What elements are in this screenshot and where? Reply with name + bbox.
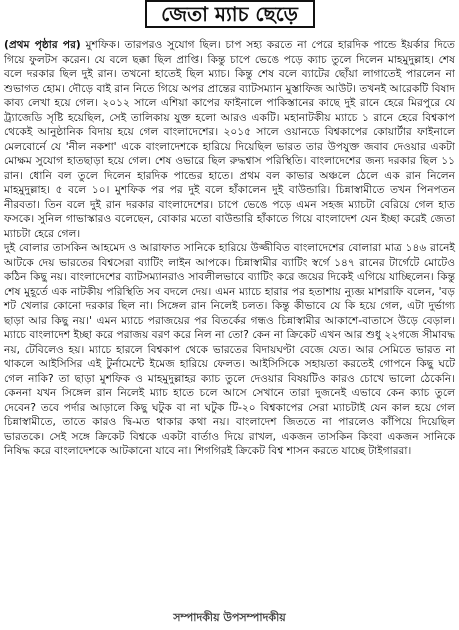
cutoff-footer-text: সম্পাদকীয় উপসম্পাদকীয় (173, 611, 286, 624)
paragraph-text-1: মুশফিক। তারপরও সুযোগ ছিল। চাপ সহ্য করতে না পেরে হারদিক পান্ডে ইয়র্কার দিতে গিয়ে ফুলটস করেন। যে বলে ছক্কা ছিল প্রাপ্তি। কিন্তু চাপে ভেঙে পড়ে ক্যাচ তুলে দিলেন মাহমুদুল্লাহ। শেষ বলে দরকার ছিল দুই রান। তখনো হাতেই ছিল ম্যাচ। কিন্তু শেষ বলে ব্যাটের ছোঁয়া লাগাতেই পারলেন না শুভাগত হোম। দৌড়ে বাই রান নিতে গিয়ে অপর প্রান্তের ব্যাটসম্যান মুস্তাফিজ আউট। তখনই আরেকটি বিষাদ কাব্য লেখা হয়ে গেল। ২০১২ সালে এশিয়া কাপের ফাইনালে পাকিস্তানের কাছে দুই রানে হেরে মিরপুরে যে ট্র্যাজেডি সৃষ্টি হয়েছিল, সেই তালিকায় যুক্ত হলো আরও একটি। মহানাটকীয় ম্যাচে ১ রানে হেরে বিশ্বকাপ থেকেই আনুষ্ঠানিক বিদায় হয়ে গেল বাংলাদেশের। ২০১৫ সালে ওয়ানডে বিশ্বকাপের কোয়ার্টার ফাইনালে মেলবোর্নে যে 'নীল নকশা' একে বাংলাদেশকে হারিয়ে দিয়েছিল ভারত তার উপযুক্ত জবাব দেওয়ার একটা মোক্ষম সুযোগ হাতছাড়া হয়ে গেল। শেষ ওভারে ছিল রুদ্ধশ্বাস পরিস্থিতি। বাংলাদেশের জন্য দরকার ছিল ১১ রান। ধোনি বল তুলে দিলেন হারদিক পান্ডের হাতে। প্রথম বল কাভার অঞ্চলে ঠেলে এক রান নিলেন মাহমুদুল্লাহ। ৫ বলে ১০। মুশফিক পর পর দুই বলে হাঁকালেন দুই বাউন্ডারি। চিন্নাস্বামীতে তখন পিনপতন নীরবতা। তিন বলে দুই রান দরকার বাংলাদেশের। চাপে ভেঙে পড়ে এমন সহজ ম্যাচটা বেরিয়ে গেল হাত ফসকে। সুনিল গাভাস্কারও বলেছেন, বোকার মতো বাউন্ডারি হাঁকাতে গিয়ে বাংলাদেশ যেন ইচ্ছা করেই জেতা ম্যাচটা হেরে গেল। (4, 39, 455, 240)
article-body (4, 38, 455, 459)
article-paragraph-1 (4, 38, 455, 241)
headline: জেতা ম্যাচ ছেড়ে (161, 2, 298, 26)
headline-box (145, 0, 315, 28)
article-paragraph-2: দুই বোলার তাসকিন আহমেদ ও আরাফাত সানিকে হারিয়ে উজ্জীবিত বাংলাদেশের বোলারা মাত্র ১৪৬ রানেই আটকে দেয় ভারতের বিশ্বসেরা ব্যাটিং লাইন আপকে। চিন্নাস্বামীর ব্যাটিং স্বর্গে ১৪৭ রানের টার্গেটে মোটেও কঠিন কিছু নয়। বাংলাদেশের ব্যাটসম্যানরাও সাবলীলভাবে ব্যাটিং করে জয়ের দিকেই এগিয়ে যাচ্ছিলেন। কিন্তু শেষ মুহূর্তে এক নাটকীয় পরিস্থিতি সব বদলে দেয়। এমন ম্যাচে হারার পর হতাশায় ন্যুব্জ মাশরাফি বলেন, 'বড় শট খেলার কোনো দরকার ছিল না। সিঙ্গেল রান নিলেই চলত। কিন্তু কীভাবে যে কি হয়ে গেল, এটা দুর্ভাগ্য ছাড়া আর কিছু নয়।' এমন ম্যাচে পরাজয়ের পর বিতর্কের গন্ধও চিন্নাস্বামীর আকাশে-বাতাসে উড়ে বেড়াল। ম্যাচে বাংলাদেশ ইচ্ছা করে পরাজয় বরণ করে নিল না তো? কেন না ক্রিকেট এখন আর শুধু ২২গজে সীমাবদ্ধ নয়, টেবিলেও হয়। ম্যাচে হারলে বিশ্বকাপ থেকে ভারতের বিদায়ঘণ্টা বেজে যেত। আর সেমিতে ভারত না থাকলে আইসিসির এই টুর্নামেন্টে ইমেজ হারিয়ে ফেলত। আইসিসিকে সহায়তা করতেই গোপনে কিছু ঘটে গেল নাকি? তা ছাড়া মুশফিক ও মাহমুদুল্লাহর ক্যাচ তুলে দেওয়ার বিষয়টিও কারও চোখে ভালো ঠেকেনি। কেননা যখন সিঙ্গেল রান নিলেই ম্যাচ হাতে চলে আসে সেখানে তারা দুজনেই এভাবে কেন ক্যাচ তুলে দেবেন? তবে পর্দার আড়ালে কিছু ঘটুক বা না ঘটুক টি-২০ বিশ্বকাপের সেরা ম্যাচটাই যেন কাল হয়ে গেল চিন্নাস্বামীতে, তাতে কারও দ্বি-মত থাকার কথা নয়। বাংলাদেশ জিততে না পারলেও কাঁপিয়ে দিয়েছিল ভারতকে। সেই সঙ্গে ক্রিকেট বিশ্বকে একটা বার্তাও দিয়ে রাখল, একজন তাসকিন কিংবা একজন সানিকে নিষিদ্ধ করে বাংলাদেশকে আটকানো যাবে না। শিগগিরই ক্রিকেট বিশ্ব শাসন করতে যাচ্ছে টাইগাররা। (4, 242, 455, 457)
continued-label: (প্রথম পৃষ্ঠার পর) (4, 39, 81, 51)
